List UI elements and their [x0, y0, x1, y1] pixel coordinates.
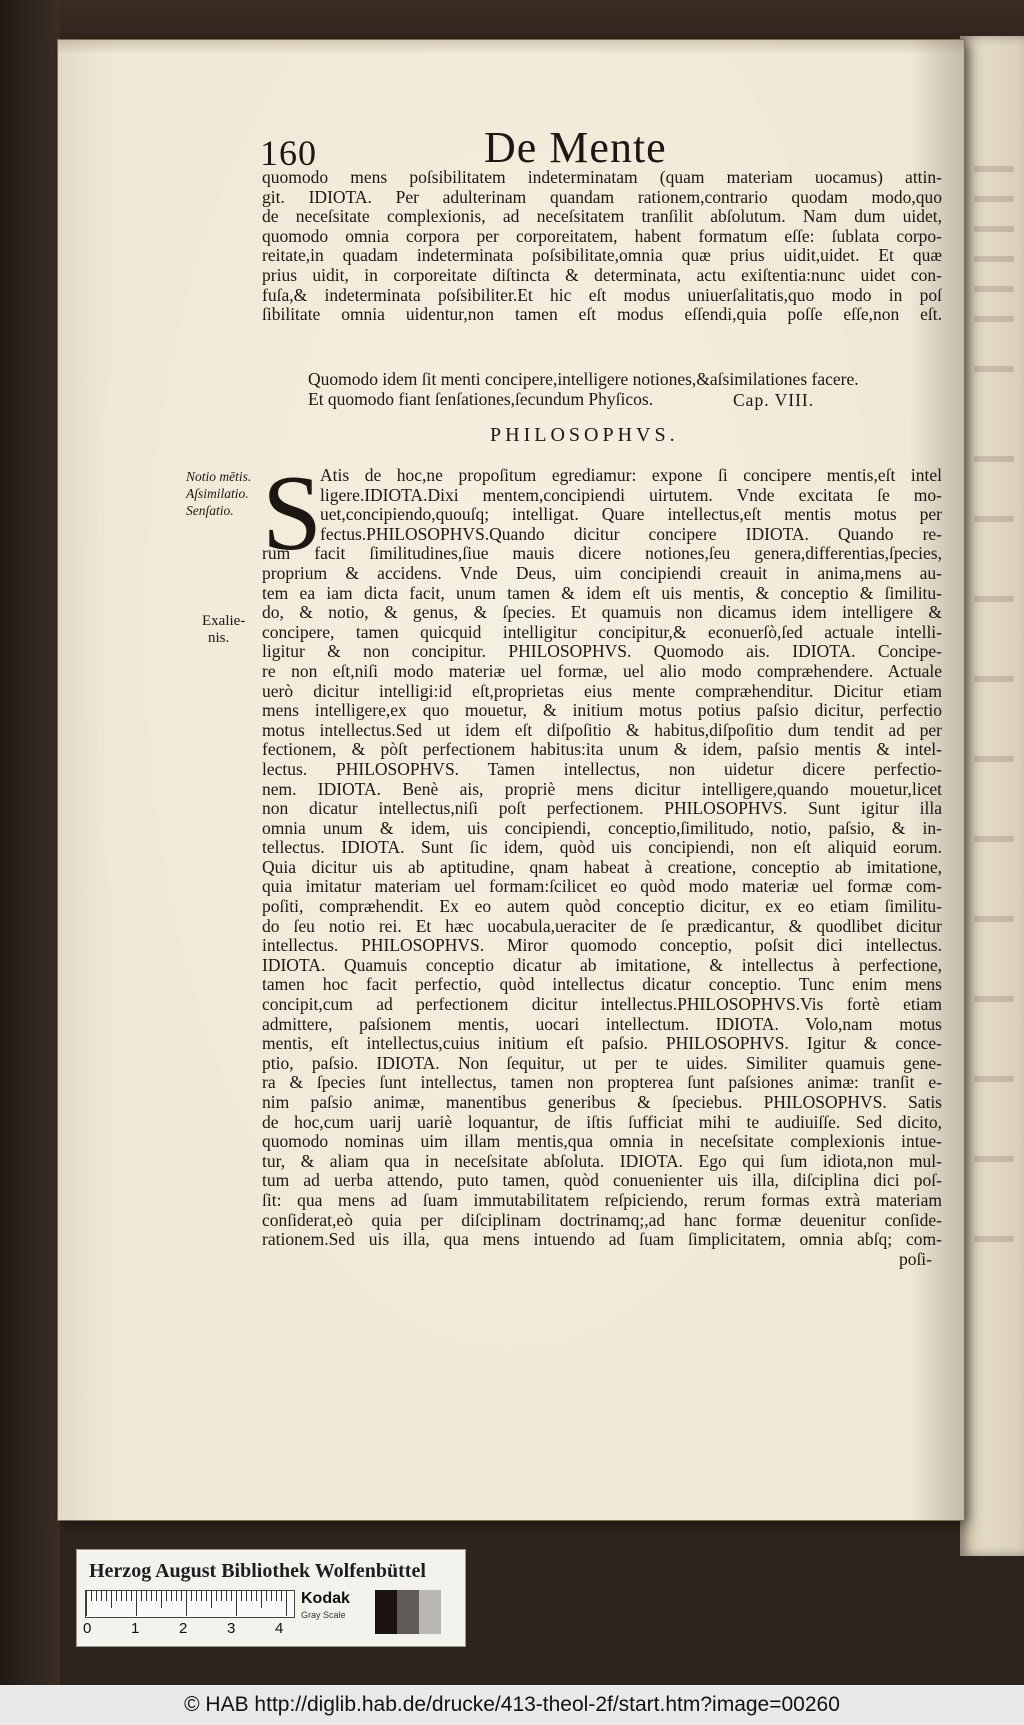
ruler-tick: [181, 1590, 182, 1601]
scan-background-left: [0, 0, 60, 1725]
ruler-tick: [231, 1590, 232, 1601]
text-line: tamen hoc facit perfectio, quòd intellectus dicatur conceptio. Tunc enim mens: [262, 975, 942, 995]
ruler-tick: [166, 1590, 167, 1601]
ruler-tick: [281, 1590, 282, 1601]
chapter-heading-line: Et quomodo fiant ſenſationes,ſecundum Phyſicos.: [308, 388, 654, 409]
text-line: fectionem, & pòſt perfectionem habitus:ita unum & idem, paſsio mentis & intel-: [262, 740, 942, 760]
drop-cap: S: [262, 454, 323, 573]
gray-swatch-mid: [397, 1590, 419, 1634]
dialogue-paragraph: [262, 454, 942, 1269]
text-line: intellectus. PHILOSOPHVS. Miror quomodo conceptio, poſsit dici intellectus.: [262, 936, 942, 956]
library-name: Herzog August Bibliothek Wolfenbüttel: [89, 1560, 426, 1582]
text-line: uerò dicitur intelligi:id eſt,proprietas eius mente compræhenditur. Dicitur etiam: [262, 681, 942, 701]
text-line: ſibilitate omnia uidentur,non tamen eſt modus eſſendi,quia poſſe eſſe,non eſt.: [262, 305, 942, 325]
ruler-tick: [216, 1590, 217, 1601]
adjacent-page-edge: [960, 36, 1024, 1556]
ruler-tick: [226, 1590, 227, 1601]
chapter-heading-line: Quomodo idem ſit menti concipere,intelligere notiones,&aſsimilationes facere.: [308, 369, 859, 389]
ruler-tick: [221, 1590, 222, 1601]
gray-swatch-black: [375, 1590, 397, 1634]
text-line: IDIOTA. Quamuis conceptio dicatur ab imitatione, & intellectus à perfectione,: [262, 955, 942, 975]
running-head: De Mente: [484, 123, 667, 172]
text-line: uet,concipiendo,quouſq; intelligat. Quare intellectus,eſt mentis motus per: [320, 505, 942, 525]
ruler-tick: [126, 1590, 127, 1601]
text-line: concipere, tamen quicquid intelligitur concipitur,& econuerſò,ſed actuale intelli-: [262, 622, 942, 642]
copyright-footer: [0, 1685, 1024, 1725]
catchword: poſi-: [898, 1249, 932, 1269]
text-line: prius uidit, in corporeitate diſtincta & determinata, actu exiſtentia:nunc uidet con-: [262, 265, 942, 285]
text-line: mens intelligere,ex quo mouetur, & initium motus potius paſsio dicitur, perfectio: [262, 701, 942, 721]
ruler-number: 2: [179, 1620, 188, 1637]
kodak-brand: Kodak: [301, 1590, 350, 1607]
text-line: rum facit ſimilitudines,ſiue mauis dicere notiones,ſeu genera,differentias,ſpecies,: [262, 544, 942, 564]
ruler-tick: [261, 1590, 262, 1608]
ruler-tick: [211, 1590, 212, 1608]
text-line: tellectus. IDIOTA. Sunt ſic idem, quòd uis concipiendi, non eſt aliquid eorum.: [262, 838, 942, 858]
ruler-tick: [91, 1590, 92, 1601]
text-line: fectus.PHILOSOPHVS.Quando dicitur concipere IDIOTA. Quando re-: [320, 524, 942, 544]
ruler-tick: [241, 1590, 242, 1601]
chapter-heading: [308, 370, 940, 409]
text-line: do ſeu notio rei. Et hæc uocabula,ueraciter de ſe prædicantur, & quodlibet dicitur: [262, 916, 942, 936]
text-line: tem ea iam dicta facit, unum tamen & idem eſt uis mentis, & conceptio & ſimilitu-: [262, 583, 942, 603]
text-line: tur, & aliam qua in neceſsitate abſoluta. IDIOTA. Ego qui ſum idiota,non mul-: [262, 1151, 942, 1171]
kodak-subtitle: Gray Scale: [301, 1610, 346, 1620]
text-line: Atis de hoc,ne propoſitum egrediamur: expone ſi concipere mentis,eſt intel: [320, 466, 942, 485]
ruler-tick: [111, 1590, 112, 1608]
page-number: 160: [260, 133, 317, 173]
ruler-tick: [256, 1590, 257, 1601]
page-top-shadow: [58, 40, 964, 54]
ruler-tick: [146, 1590, 147, 1601]
text-line: reitate,in quadam indeterminata poſsibilitate,omnia quæ prius uidit,uidet. Et quæ: [262, 246, 942, 266]
marginal-note: Aſsimilatio.: [186, 486, 249, 501]
kodak-logo: [301, 1590, 350, 1620]
ruler-number: 1: [131, 1620, 140, 1637]
ruler-tick: [246, 1590, 247, 1601]
library-color-target-label: [76, 1549, 466, 1647]
text-line: motus intellectus.Sed ut idem eſt diſpoſitio & habitus,diſpoſitio dum tendit ad per: [262, 720, 942, 740]
text-line: ſit: qua mens ad ſuam immutabilitatem reſpiciendo, rerum formas extrà materiam: [262, 1190, 942, 1210]
ruler-tick: [161, 1590, 162, 1608]
footer-text: © HAB http://diglib.hab.de/drucke/413-theol-2f/start.htm?image=00260: [184, 1693, 840, 1716]
marginal-notes: [186, 468, 251, 519]
marginal-note: Senſatio.: [186, 503, 234, 518]
ruler-tick: [176, 1590, 177, 1601]
ruler-number: 0: [83, 1620, 92, 1637]
ruler-tick: [191, 1590, 192, 1601]
text-line: proprium & accidens. Vnde Deus, uim concipiendi creauit in anima,mens au-: [262, 563, 942, 583]
ruler-tick: [101, 1590, 102, 1601]
text-line: de neceſsitate complexionis, ad neceſsitatem tranſilit abſolutum. Nam dum uidet,: [262, 207, 942, 227]
ruler-tick: [196, 1590, 197, 1601]
ruler-tick: [266, 1590, 267, 1601]
text-line: quomodo omnia corpora per corporeitatem, habent formatum eſſe: ſublata corpo-: [262, 226, 942, 246]
ruler-number: 4: [275, 1620, 284, 1637]
marginal-note: Notio mētis.: [186, 469, 252, 484]
chapter-label: Cap. VIII.: [733, 390, 815, 410]
gray-swatch-light: [419, 1590, 441, 1634]
text-line: quomodo mens poſsibilitatem indeterminatam (quam materiam uocamus) attin-: [262, 168, 942, 187]
ruler-tick: [236, 1590, 237, 1616]
text-line: ligere.IDIOTA.Dixi mentem,concipiendi uirtutem. Vnde excitata ſe mo-: [320, 485, 942, 505]
marginal-note: Exalie-: [202, 613, 246, 629]
ruler-tick: [206, 1590, 207, 1601]
text-line: quia imitatur materiam uel formam:ſcilicet eo quòd modo materiæ uel formæ com-: [262, 877, 942, 897]
text-line: ra & ſpecies ſunt intellectus, tamen non propterea ſunt paſsiones animæ: tranſit e-: [262, 1073, 942, 1093]
ruler-tick: [106, 1590, 107, 1601]
marginal-note: nis.: [208, 630, 230, 646]
ruler-tick: [201, 1590, 202, 1601]
ruler-tick: [156, 1590, 157, 1601]
text-line: tum ad uerba attendo, puto tamen, quòd conuenienter uis illa, diſciplina dici poſ-: [262, 1171, 942, 1191]
ruler-tick: [186, 1590, 187, 1616]
text-line: fuſa,& indeterminata poſsibiliter.Et hic eſt modus uniuerſalitatis,quo modo in poſ: [262, 285, 942, 305]
text-line: poſiti, compræhendit. Ex eo autem quòd conceptio dicitur, ex eo etiam ſimilitu-: [262, 897, 942, 917]
marginal-notes-2: [202, 613, 245, 647]
text-line: ptio, paſsio. IDIOTA. Non ſequitur, ut per te uides. Similiter quamuis gene-: [262, 1053, 942, 1073]
ruler-tick: [276, 1590, 277, 1601]
text-line: nim paſsio animæ, manentibus generibus & ſpeciebus. PHILOSOPHVS. Satis: [262, 1093, 942, 1112]
text-line: mentis, eſt intellectus,cuius initium eſt paſsio. PHILOSOPHVS. Igitur & conce-: [262, 1034, 942, 1054]
ruler-tick: [271, 1590, 272, 1601]
text-line: conſiderat,eò quia per diſciplinam doctrinamq;,ad hanc formæ deuenitur conſide-: [262, 1210, 942, 1230]
ruler-number: 3: [227, 1620, 236, 1637]
text-line: de hoc,cum uarij uariè loquantur, de iſtis ſufficiat mihi te audiuiſſe. Sed dicito,: [262, 1112, 942, 1132]
text-line: Quia dicitur uis ab aptitudine, qnam habeat à creatione, conceptio ab imitatione,: [262, 857, 942, 877]
text-line: concipit,cum ad perfectionem dicitur intellectus.PHILOSOPHVS.Vis fortè etiam: [262, 995, 942, 1015]
text-line: re non eſt,niſi modo materiæ uel formæ, uel alio modo compræhendere. Actuale: [262, 661, 942, 681]
ruler-tick: [171, 1590, 172, 1601]
speaker-heading: PHILOSOPHVS.: [490, 424, 679, 446]
text-line: omnia unum & idem, uis concipiendi, conceptio,ſimilitudo, notio, paſsio, & in-: [262, 818, 942, 838]
text-line: nem. IDIOTA. Benè ais, propriè mens dicitur intelligere,quando mouetur,licet: [262, 779, 942, 799]
ruler-tick: [136, 1590, 137, 1616]
opening-paragraph: [262, 168, 942, 325]
text-line: lectus. PHILOSOPHVS. Tamen intellectus, non uidetur dicere perfectio-: [262, 759, 942, 779]
ruler-tick: [121, 1590, 122, 1601]
text-line: ligitur & non concipitur. PHILOSOPHVS. Quomodo ais. IDIOTA. Concipe-: [262, 642, 942, 662]
text-line: admittere, paſsionem mentis, uocari intellectum. IDIOTA. Volo,nam motus: [262, 1014, 942, 1034]
ruler-tick: [141, 1590, 142, 1601]
ruler-tick: [251, 1590, 252, 1601]
text-line: quomodo nominas uim illam mentis,qua omnia in neceſsitate complexionis intue-: [262, 1132, 942, 1152]
measurement-ruler: [83, 1590, 293, 1637]
text-line: do, & notio, & genus, & ſpecies. Et quamuis non dicamus idem intelligere &: [262, 603, 942, 623]
text-line: rationem.Sed uis illa, qua mens intuendo ad ſuam ſimplicitatem, omnia abſq; com-: [262, 1230, 942, 1250]
text-line: non dicatur intellectus,niſi poſt perfectionem. PHILOSOPHVS. Sunt igitur illa: [262, 799, 942, 819]
ruler-tick: [286, 1590, 287, 1616]
ruler-tick: [116, 1590, 117, 1601]
ruler-tick: [86, 1590, 87, 1616]
ruler-tick: [96, 1590, 97, 1601]
ruler-tick: [151, 1590, 152, 1601]
ruler-tick: [131, 1590, 132, 1601]
text-line: git. IDIOTA. Per adulterinam quandam rationem,contrario quodam modo,quo: [262, 187, 942, 207]
